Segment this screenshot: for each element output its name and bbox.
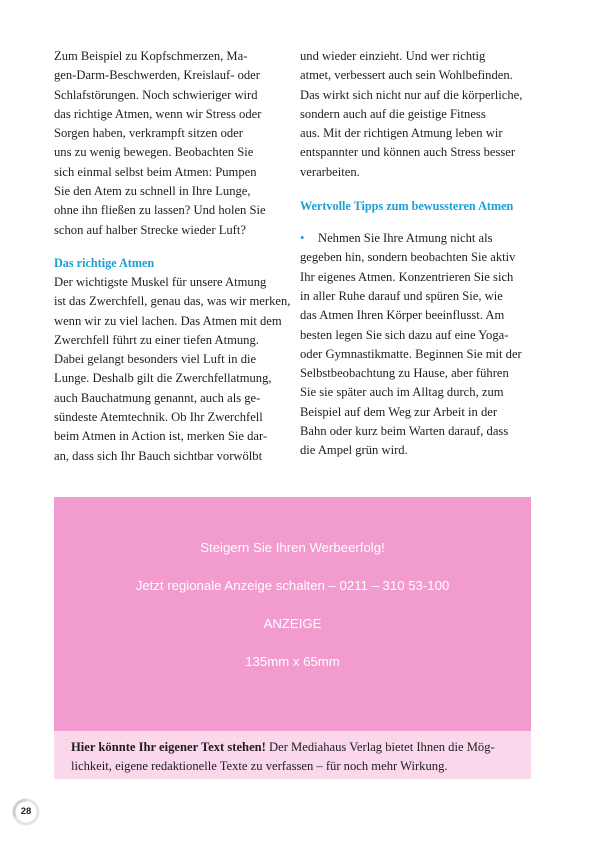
text-line: gegeben hin, sondern beobachten Sie aktiv [300, 250, 516, 265]
ad-footer-rest: Der Mediahaus Verlag bietet Ihnen die Mög- [265, 740, 495, 754]
ad-placeholder-box [54, 497, 531, 731]
text-line [71, 738, 521, 757]
text-line: entspannter und können auch Stress besser [300, 145, 516, 160]
bullet-icon: • [300, 231, 305, 246]
text-line: Beispiel auf dem Weg zur Arbeit in der [300, 404, 498, 419]
text-line: ohne ihn fließen zu lassen? Und holen Sie [54, 203, 266, 218]
text-line: beim Atmen in Action ist, merken Sie dar- [54, 429, 268, 444]
text-line: besten legen Sie sich dazu auf eine Yoga- [300, 327, 509, 342]
text-line: sondern auch auf die geistige Fitness [300, 106, 486, 121]
text-line: wenn wir zu viel lachen. Das Atmen mit dem [54, 313, 282, 328]
text-line [300, 229, 534, 248]
section-heading-richtige-atmen: Das richtige Atmen [54, 255, 155, 270]
text-line: atmet, verbessert auch sein Wohlbefinden. [300, 68, 513, 83]
ad-headline: Steigern Sie Ihren Werbeerfolg! [200, 540, 385, 555]
ad-footer-panel [54, 731, 531, 779]
text-line: Der wichtigste Muskel für unsere Atmung [54, 274, 267, 289]
text-line: an, dass sich Ihr Bauch sichtbar vorwölbt [54, 448, 263, 463]
bullet-text: Nehmen Sie Ihre Atmung nicht als [318, 231, 493, 246]
text-line: verarbeiten. [300, 164, 360, 179]
ad-size: 135mm x 65mm [245, 654, 340, 669]
right-column [300, 47, 534, 461]
text-line: Sorgen haben, verkrampft sitzen oder [54, 126, 243, 141]
text-line: schon auf halber Strecke wieder Luft? [54, 222, 246, 237]
ad-call-to-action: Jetzt regionale Anzeige schalten – 0211 – 310 53-100 [135, 578, 450, 593]
text-line: Das wirkt sich nicht nur auf die körperliche, [300, 87, 523, 102]
text-line: Bahn oder kurz beim Warten darauf, dass [300, 424, 509, 439]
text-line: Zum Beispiel zu Kopfschmerzen, Ma- [54, 49, 248, 63]
text-line: Ihr eigenes Atmen. Konzentrieren Sie sich [300, 269, 514, 284]
text-line: ist das Zwerchfell, genau das, was wir merken, [54, 294, 291, 309]
section-heading-tipps: Wertvolle Tipps zum bewussteren Atmen [300, 199, 514, 214]
text-line: Sie den Atem zu schnell in Ihre Lunge, [54, 184, 251, 199]
ad-footer-bold: Hier könnte Ihr eigener Text stehen! [71, 740, 266, 754]
text-line: sündeste Atemtechnik. Ob Ihr Zwerchfell [54, 410, 263, 425]
text-line: das richtige Atmen, wenn wir Stress oder [54, 106, 262, 121]
page-number-badge [11, 797, 41, 827]
text-line: das Atmen Ihren Körper beeinflusst. Am [300, 308, 505, 323]
text-line: Schlafstörungen. Noch schwieriger wird [54, 87, 258, 102]
text-line: Lunge. Deshalb gilt die Zwerchfellatmung, [54, 371, 272, 386]
left-body-paragraph [54, 273, 291, 466]
text-line: sich einmal selbst beim Atmen: Pumpen [54, 164, 257, 179]
text-line: gen-Darm-Beschwerden, Kreislauf- oder [54, 68, 260, 83]
right-intro-paragraph [300, 47, 534, 182]
ad-label: ANZEIGE [263, 616, 322, 631]
text-line: uns zu wenig bewegen. Beobachten Sie [54, 145, 254, 160]
text-line: Selbstbeobachtung zu Hause, aber führen [300, 366, 509, 381]
left-intro-paragraph [54, 47, 280, 240]
text-line: auch Bauchatmung genannt, auch als ge- [54, 390, 261, 405]
page-number: 28 [20, 806, 32, 817]
text-line: aus. Mit der richtigen Atmung leben wir [300, 126, 503, 141]
text-line: in aller Ruhe darauf und spüren Sie, wie [300, 288, 503, 303]
bullet-item [300, 229, 534, 461]
left-column [54, 47, 291, 466]
text-line: oder Gymnastikmatte. Beginnen Sie mit der [300, 346, 522, 361]
text-line: Sie sie später auch im Alltag durch, zum [300, 385, 504, 400]
text-line: Dabei gelangt besonders viel Luft in die [54, 352, 257, 367]
text-line: Zwerchfell führt zu einer tiefen Atmung. [54, 332, 259, 347]
ad-footer-text [71, 738, 521, 775]
text-line: lichkeit, eigene redaktionelle Texte zu verfassen – für noch mehr Wirkung. [71, 758, 448, 773]
text-line: und wieder einzieht. Und wer richtig [300, 49, 486, 63]
text-line: die Ampel grün wird. [300, 443, 408, 458]
